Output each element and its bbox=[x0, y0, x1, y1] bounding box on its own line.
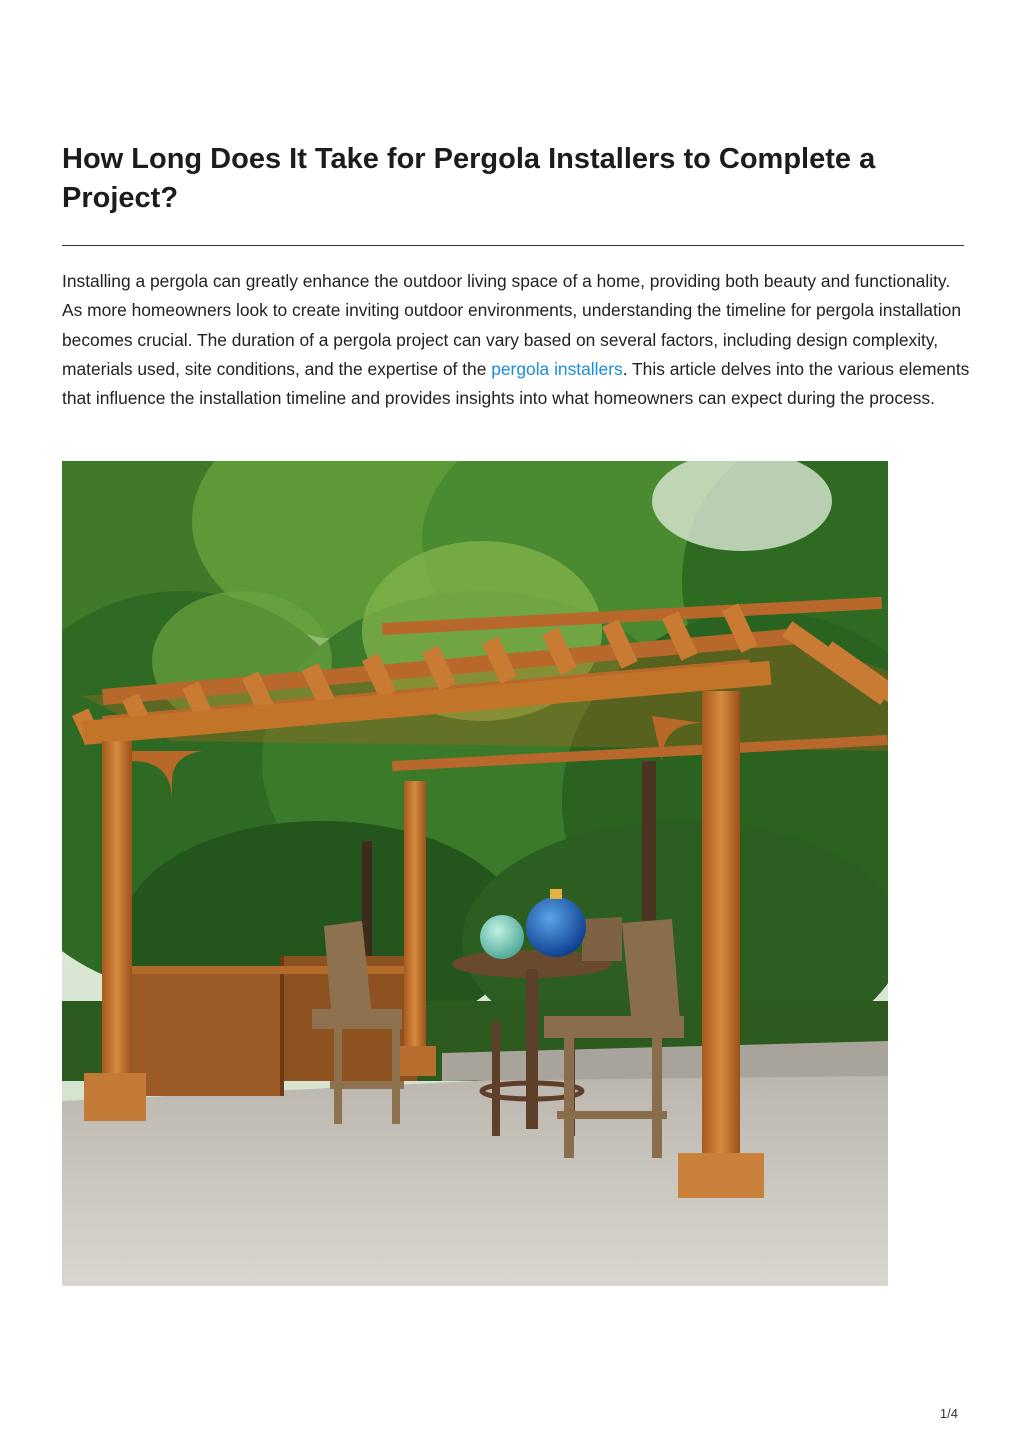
intro-text-start: Installing a pergola can greatly enhance the outdoor living space of a home, providing both beauty and functionality. As more homeowners look to create inviting outdoor environments, understanding the timeline for pergola installation becomes crucial. The duration of a pergola project can vary based on several factors, including design complexity, materials used, site conditions, and the expertise of the bbox=[62, 271, 962, 379]
intro-paragraph bbox=[62, 267, 972, 413]
pergola-photo bbox=[62, 461, 888, 1286]
intro-text-end: . This article delves into the various elements that influence the installation timeline and provides insights into what homeowners can expect during the process. bbox=[62, 358, 970, 409]
title-divider bbox=[62, 245, 964, 246]
page-number: 1/4 bbox=[939, 1406, 958, 1421]
article-title: How Long Does It Take for Pergola Installers to Complete a Project? bbox=[62, 143, 876, 214]
pergola-installers-link[interactable]: pergola installers bbox=[491, 358, 623, 379]
